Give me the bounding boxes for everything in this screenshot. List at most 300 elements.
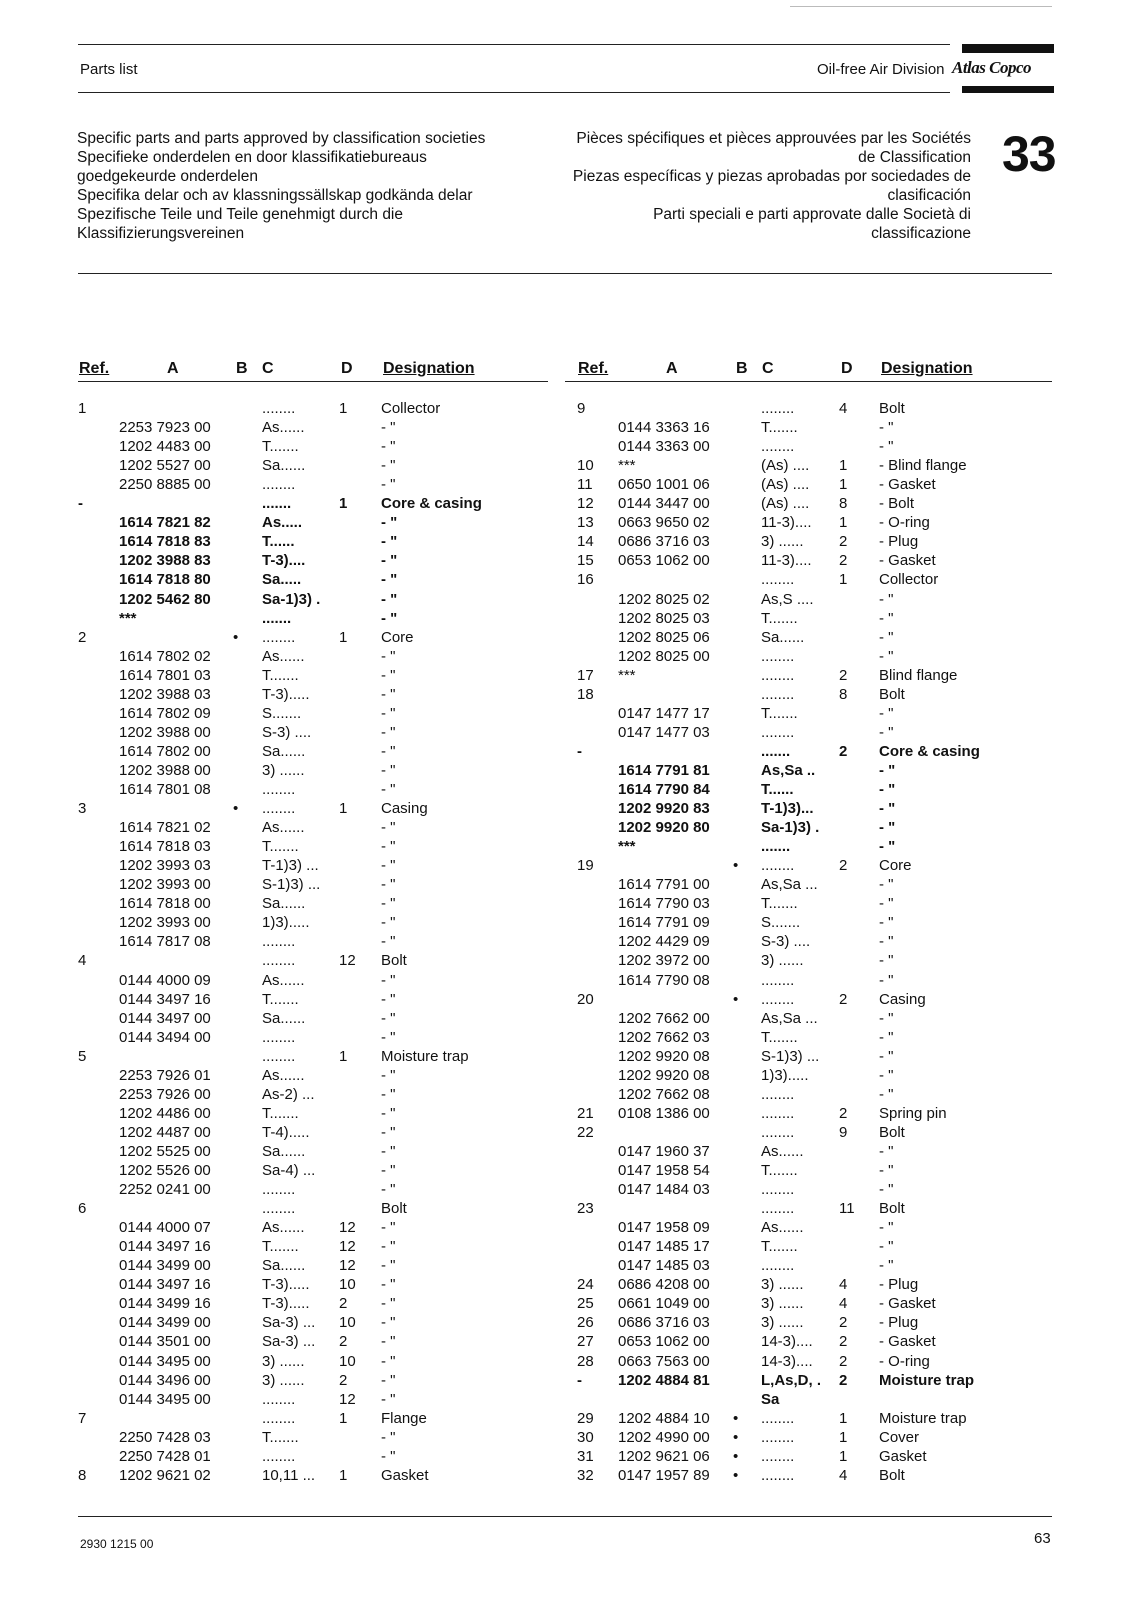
designation-cell: Blind flange — [879, 666, 958, 684]
designation-cell: - " — [381, 1371, 396, 1389]
version-cell: 3) ...... — [761, 533, 804, 551]
part-number-cell: 1202 9621 02 — [119, 1466, 211, 1484]
part-number-cell: 1202 9920 08 — [618, 1066, 710, 1084]
quantity-cell: 2 — [839, 666, 848, 684]
quantity-cell: 4 — [839, 1295, 848, 1313]
version-cell: Sa-4) ... — [262, 1162, 316, 1179]
quantity-cell: 2 — [839, 1333, 848, 1351]
version-cell: T....... — [262, 1104, 299, 1122]
part-number-cell: 0686 3716 03 — [618, 1314, 710, 1332]
part-number-cell: 0663 7563 00 — [618, 1352, 710, 1370]
document-number: 2930 1215 00 — [80, 1537, 154, 1551]
part-number-cell: 0144 4000 07 — [119, 1219, 211, 1237]
part-number-cell: 0144 3497 16 — [119, 1238, 211, 1256]
version-cell: ........ — [761, 400, 795, 417]
part-number-cell: 0144 3499 16 — [119, 1295, 211, 1313]
designation-cell: - " — [381, 1257, 396, 1275]
designation-cell: - " — [381, 533, 398, 551]
version-cell: 3) ...... — [262, 1352, 305, 1370]
part-number-cell: 1202 5462 80 — [119, 590, 211, 608]
version-cell: As..... — [262, 514, 303, 532]
designation-cell: - " — [381, 419, 396, 437]
designation-cell: - " — [381, 457, 396, 475]
designation-cell: - " — [879, 1047, 894, 1065]
part-number-cell: 0108 1386 00 — [618, 1104, 710, 1122]
version-cell: T....... — [262, 438, 299, 456]
designation-cell: - " — [381, 1447, 396, 1465]
version-cell: ........ — [761, 1181, 795, 1199]
ref-cell: 15 — [577, 552, 594, 570]
ref-cell: 14 — [577, 533, 594, 551]
version-cell: ........ — [262, 476, 296, 494]
version-cell: As...... — [761, 1219, 804, 1237]
version-cell: ........ — [262, 952, 296, 970]
designation-cell: - " — [381, 895, 396, 913]
quantity-cell: 10 — [339, 1314, 356, 1332]
designation-cell: - " — [879, 704, 894, 722]
ref-cell: 7 — [78, 1409, 87, 1427]
version-cell: ........ — [761, 1409, 795, 1427]
version-cell: Sa...... — [262, 457, 306, 475]
part-number-cell: 0650 1001 06 — [618, 476, 710, 494]
version-cell: T....... — [761, 419, 798, 437]
version-cell: Sa..... — [262, 571, 302, 589]
part-number-cell: 1202 3972 00 — [618, 952, 710, 970]
version-cell: T-3)..... — [262, 1276, 310, 1294]
version-cell: ....... — [761, 742, 791, 760]
designation-cell: Cover — [879, 1428, 920, 1446]
designation-cell: Gasket — [381, 1466, 429, 1484]
marker-cell: • — [733, 1409, 739, 1427]
designation-cell: - " — [879, 800, 896, 818]
part-number-cell: 0144 3496 00 — [119, 1371, 211, 1389]
version-cell: ........ — [761, 1257, 795, 1275]
designation-cell: - " — [381, 1352, 396, 1370]
header-document-type: Parts list — [80, 61, 138, 78]
ref-cell: 17 — [577, 666, 594, 684]
version-cell: ........ — [761, 1428, 795, 1446]
marker-cell: • — [733, 857, 739, 875]
part-number-cell: 1614 7821 02 — [119, 819, 211, 837]
title-line: classificazione — [871, 225, 971, 242]
quantity-cell: 1 — [339, 800, 348, 818]
part-number-cell: 0144 3497 16 — [119, 990, 211, 1008]
designation-cell: - " — [879, 933, 894, 951]
designation-cell: - Blind flange — [879, 457, 967, 475]
version-cell: Sa-1)3) . — [262, 590, 321, 608]
part-number-cell: 1614 7818 00 — [119, 895, 211, 913]
version-cell: ........ — [761, 1104, 795, 1122]
title-line: goedgekeurde onderdelen — [77, 168, 258, 185]
version-cell: ........ — [262, 628, 296, 646]
page-number: 63 — [1034, 1530, 1051, 1547]
part-number-cell: 1202 3988 00 — [119, 723, 211, 741]
quantity-cell: 4 — [839, 1276, 848, 1294]
version-cell: 3) ...... — [761, 1276, 804, 1294]
part-number-cell: 0663 9650 02 — [618, 514, 710, 532]
title-line: Specifika delar och av klassningssällskap godkända delar — [77, 187, 473, 204]
part-number-cell: 0147 1960 37 — [618, 1142, 710, 1160]
part-number-cell: 0147 1477 03 — [618, 723, 710, 741]
part-number-cell: 1614 7790 03 — [618, 895, 710, 913]
designation-cell: - Gasket — [879, 1333, 936, 1351]
version-cell: T...... — [761, 781, 794, 798]
designation-cell: - O-ring — [879, 1352, 930, 1370]
designation-cell: Bolt — [879, 1466, 905, 1484]
designation-cell: - " — [381, 685, 396, 703]
part-number-cell: 1614 7818 83 — [119, 533, 211, 551]
designation-cell: - " — [381, 1428, 396, 1446]
part-number-cell: 2250 7428 01 — [119, 1447, 211, 1465]
ref-cell: - — [78, 495, 83, 513]
col-header-designation: Designation — [383, 360, 475, 377]
ref-cell: 24 — [577, 1276, 594, 1294]
version-cell: ........ — [761, 1123, 795, 1141]
marker-cell: • — [733, 990, 739, 1008]
part-number-cell: 1202 5527 00 — [119, 457, 211, 475]
designation-cell: - Gasket — [879, 1295, 936, 1313]
designation-cell: Bolt — [381, 1200, 407, 1218]
part-number-cell: 0144 3494 00 — [119, 1028, 211, 1046]
version-cell: ........ — [262, 1447, 296, 1465]
designation-cell: - Bolt — [879, 495, 915, 513]
designation-cell: Bolt — [381, 952, 407, 970]
ref-cell: 4 — [78, 952, 87, 970]
quantity-cell: 2 — [839, 1314, 848, 1332]
part-number-cell: 0653 1062 00 — [618, 552, 710, 570]
designation-cell: Core — [381, 628, 414, 646]
version-cell: ........ — [761, 1085, 795, 1103]
ref-cell: 12 — [577, 495, 594, 513]
designation-cell: - " — [381, 1009, 396, 1027]
title-line: Piezas específicas y piezas aprobadas por sociedades de — [572, 168, 971, 185]
part-number-cell: 0147 1958 54 — [618, 1162, 710, 1179]
version-cell: Sa...... — [262, 1009, 306, 1027]
quantity-cell: 2 — [839, 552, 848, 570]
ref-cell: 30 — [577, 1428, 594, 1446]
designation-cell: - " — [381, 1295, 396, 1313]
version-cell: As...... — [262, 419, 305, 437]
version-cell: Sa-3) ... — [262, 1314, 316, 1332]
part-number-cell: *** — [618, 666, 636, 684]
designation-cell: Collector — [381, 400, 441, 417]
version-cell: ........ — [761, 666, 795, 684]
quantity-cell: 8 — [839, 685, 848, 703]
designation-cell: - Gasket — [879, 476, 936, 494]
col-header-c: C — [262, 360, 274, 377]
designation-cell: - " — [381, 1314, 396, 1332]
designation-cell: - " — [381, 476, 396, 494]
version-cell: T....... — [761, 609, 798, 627]
part-number-cell: 0144 3363 00 — [618, 438, 710, 456]
part-number-cell: 2253 7926 00 — [119, 1085, 211, 1103]
quantity-cell: 1 — [839, 571, 848, 589]
designation-cell: - " — [381, 723, 396, 741]
version-cell: ........ — [761, 1447, 795, 1465]
part-number-cell: 0144 3501 00 — [119, 1333, 211, 1351]
part-number-cell: 1614 7821 82 — [119, 514, 211, 532]
version-cell: ........ — [761, 990, 795, 1008]
part-number-cell: 0144 3499 00 — [119, 1257, 211, 1275]
version-cell: T....... — [262, 838, 299, 856]
version-cell: As...... — [761, 1142, 804, 1160]
part-number-cell: 0147 1957 89 — [618, 1466, 710, 1484]
designation-cell: Moisture trap — [879, 1409, 967, 1427]
designation-cell: Collector — [879, 571, 939, 589]
part-number-cell: 1202 4486 00 — [119, 1104, 211, 1122]
part-number-cell: 1614 7802 02 — [119, 647, 211, 665]
quantity-cell: 1 — [839, 1428, 848, 1446]
version-cell: T...... — [262, 533, 295, 551]
designation-cell: - " — [381, 590, 398, 608]
version-cell: ........ — [262, 1390, 296, 1408]
marker-cell: • — [733, 1428, 739, 1446]
ref-cell: - — [577, 742, 582, 760]
logo-bar-bottom — [962, 86, 1054, 93]
designation-cell: - " — [381, 1028, 396, 1046]
designation-cell: - " — [879, 1028, 894, 1046]
part-number-cell: 0144 3497 00 — [119, 1009, 211, 1027]
version-cell: T-1)3)... — [761, 800, 814, 818]
part-number-cell: 2252 0241 00 — [119, 1181, 211, 1199]
part-number-cell: 0147 1485 17 — [618, 1238, 710, 1256]
version-cell: 1)3)..... — [262, 914, 310, 932]
part-number-cell: *** — [618, 838, 636, 856]
section-title-left — [77, 129, 547, 243]
ref-cell: 11 — [577, 476, 593, 494]
quantity-cell: 2 — [839, 533, 848, 551]
header-top-rule — [78, 44, 950, 45]
part-number-cell: 1614 7818 80 — [119, 571, 211, 589]
version-cell: Sa...... — [262, 895, 306, 913]
quantity-cell: 10 — [339, 1352, 356, 1370]
quantity-cell: 1 — [339, 1409, 348, 1427]
designation-cell: - " — [381, 914, 396, 932]
designation-cell: Spring pin — [879, 1104, 947, 1122]
designation-cell: - " — [381, 704, 396, 722]
version-cell: ........ — [761, 571, 795, 589]
part-number-cell: 0147 1484 03 — [618, 1181, 710, 1199]
title-line: Klassifizierungsvereinen — [77, 225, 245, 242]
part-number-cell: 1202 8025 03 — [618, 609, 710, 627]
ref-cell: 25 — [577, 1295, 594, 1313]
ref-cell: 29 — [577, 1409, 594, 1427]
designation-cell: - " — [879, 1009, 894, 1027]
designation-cell: - " — [381, 1390, 396, 1408]
designation-cell: - " — [381, 571, 398, 589]
designation-cell: - " — [879, 781, 896, 798]
ref-cell: 8 — [78, 1466, 87, 1484]
designation-cell: - " — [879, 723, 894, 741]
designation-cell: - Plug — [879, 1276, 919, 1294]
quantity-cell: 1 — [839, 457, 848, 475]
col-header-designation: Designation — [881, 360, 973, 377]
top-faint-rule — [790, 6, 1052, 7]
designation-cell: - " — [879, 819, 896, 837]
ref-cell: 5 — [78, 1047, 87, 1065]
header-division: Oil-free Air Division — [817, 61, 945, 78]
quantity-cell: 1 — [839, 1409, 848, 1427]
part-number-cell: 1614 7790 84 — [618, 781, 710, 798]
version-cell: ........ — [262, 1028, 296, 1046]
ref-cell: 16 — [577, 571, 594, 589]
designation-cell: - " — [381, 666, 396, 684]
version-cell: (As) .... — [761, 457, 810, 475]
designation-cell: - " — [381, 1066, 396, 1084]
designation-cell: Moisture trap — [879, 1371, 975, 1389]
version-cell: S....... — [761, 914, 801, 932]
designation-cell: - " — [879, 1238, 894, 1256]
quantity-cell: 1 — [339, 628, 348, 646]
quantity-cell: 4 — [839, 400, 848, 417]
part-number-cell: 1202 4483 00 — [119, 438, 211, 456]
designation-cell: - " — [381, 1276, 396, 1294]
designation-cell: Flange — [381, 1409, 427, 1427]
version-cell: As,Sa ... — [761, 876, 818, 894]
col-header-c: C — [762, 360, 774, 377]
designation-cell: - " — [879, 590, 894, 608]
part-number-cell: 1614 7791 81 — [618, 761, 710, 779]
version-cell: 3) ...... — [262, 761, 305, 779]
part-number-cell: 0144 3447 00 — [618, 495, 710, 513]
part-number-cell: 1614 7801 08 — [119, 781, 211, 798]
version-cell: 11-3).... — [761, 514, 812, 532]
ref-cell: 6 — [78, 1200, 87, 1218]
part-number-cell: 1614 7802 09 — [119, 704, 211, 722]
part-number-cell: 1202 3993 00 — [119, 914, 211, 932]
version-cell: Sa...... — [262, 1257, 306, 1275]
part-number-cell: 1202 5526 00 — [119, 1162, 211, 1179]
part-number-cell: 1202 7662 00 — [618, 1009, 710, 1027]
quantity-cell: 2 — [839, 1371, 848, 1389]
part-number-cell: 2253 7923 00 — [119, 419, 211, 437]
title-line: clasificación — [887, 187, 971, 204]
version-cell: S-3) .... — [761, 933, 811, 951]
version-cell: 14-3).... — [761, 1352, 813, 1370]
header-bottom-rule — [78, 92, 950, 93]
designation-cell: Bolt — [879, 400, 905, 417]
part-number-cell: 1614 7791 09 — [618, 914, 710, 932]
designation-cell: Bolt — [879, 1123, 905, 1141]
part-number-cell: 1202 4990 00 — [618, 1428, 710, 1446]
quantity-cell: 2 — [339, 1333, 348, 1351]
designation-cell: - " — [879, 438, 894, 456]
designation-cell: - " — [381, 933, 396, 951]
title-line: Specifieke onderdelen en door klassifikatiebureaus — [77, 149, 427, 166]
version-cell: T....... — [262, 666, 299, 684]
footer-rule — [78, 1516, 1052, 1517]
part-number-cell: 1202 3988 00 — [119, 761, 211, 779]
version-cell: ....... — [262, 495, 292, 513]
ref-cell: 18 — [577, 685, 594, 703]
designation-cell: Core & casing — [879, 742, 980, 760]
version-cell: As...... — [262, 971, 305, 989]
section-title-right — [555, 129, 971, 243]
designation-cell: - Gasket — [879, 552, 936, 570]
version-cell: S-1)3) ... — [262, 876, 321, 894]
logo-bar-top — [962, 44, 1054, 53]
part-number-cell: 1614 7790 08 — [618, 971, 710, 989]
part-number-cell: 0144 3363 16 — [618, 419, 710, 437]
version-cell: Sa...... — [761, 628, 805, 646]
designation-cell: - " — [879, 419, 894, 437]
part-number-cell: 0147 1485 03 — [618, 1257, 710, 1275]
version-cell: ........ — [262, 400, 296, 417]
title-bottom-rule — [78, 273, 1052, 274]
quantity-cell: 1 — [339, 400, 348, 417]
version-cell: As...... — [262, 1066, 305, 1084]
version-cell: As,S .... — [761, 590, 814, 608]
ref-cell: 20 — [577, 990, 594, 1008]
designation-cell: - " — [879, 1181, 894, 1199]
part-number-cell: 0144 3495 00 — [119, 1390, 211, 1408]
quantity-cell: 2 — [839, 990, 848, 1008]
version-cell: S-1)3) ... — [761, 1047, 820, 1065]
version-cell: T-4)..... — [262, 1123, 310, 1141]
version-cell: ........ — [761, 647, 795, 665]
part-number-cell: 2250 7428 03 — [119, 1428, 211, 1446]
part-number-cell: 0686 4208 00 — [618, 1276, 710, 1294]
version-cell: 10,11 ... — [262, 1466, 316, 1484]
designation-cell: - " — [879, 609, 894, 627]
version-cell: T....... — [262, 1428, 299, 1446]
version-cell: ........ — [761, 1200, 795, 1218]
version-cell: ........ — [262, 800, 296, 818]
version-cell: 3) ...... — [262, 1371, 305, 1389]
col-header-d: D — [341, 360, 353, 377]
version-cell: T....... — [761, 704, 798, 722]
designation-cell: - " — [381, 1085, 396, 1103]
designation-cell: - " — [381, 761, 396, 779]
designation-cell: - " — [381, 971, 396, 989]
quantity-cell: 2 — [839, 857, 848, 875]
designation-cell: - " — [381, 1104, 396, 1122]
designation-cell: - " — [381, 742, 396, 760]
part-number-cell: 2253 7926 01 — [119, 1066, 211, 1084]
version-cell: Sa — [761, 1390, 780, 1408]
designation-cell: - " — [879, 647, 894, 665]
designation-cell: Core — [879, 857, 912, 875]
designation-cell: - Plug — [879, 533, 919, 551]
part-number-cell: 1614 7817 08 — [119, 933, 211, 951]
version-cell: T....... — [262, 1238, 299, 1256]
part-number-cell: 1202 7662 03 — [618, 1028, 710, 1046]
part-number-cell: 2250 8885 00 — [119, 476, 211, 494]
col-header-b: B — [736, 360, 748, 377]
part-number-cell: 1202 4487 00 — [119, 1123, 211, 1141]
version-cell: (As) .... — [761, 495, 810, 513]
ref-cell: 2 — [78, 628, 87, 646]
quantity-cell: 11 — [839, 1200, 855, 1218]
designation-cell: - " — [879, 761, 896, 779]
designation-cell: - " — [381, 552, 398, 570]
quantity-cell: 2 — [839, 742, 848, 760]
ref-cell: 31 — [577, 1447, 594, 1465]
designation-cell: - " — [879, 914, 894, 932]
designation-cell: - " — [381, 876, 396, 894]
part-number-cell: 0147 1477 17 — [618, 704, 710, 722]
version-cell: As...... — [262, 1219, 305, 1237]
quantity-cell: 1 — [839, 476, 848, 494]
version-cell: 3) ...... — [761, 952, 804, 970]
part-number-cell: 1202 5525 00 — [119, 1142, 211, 1160]
designation-cell: - " — [879, 1142, 894, 1160]
part-number-cell: 1202 4884 10 — [618, 1409, 710, 1427]
ref-cell: - — [577, 1371, 582, 1389]
designation-cell: - " — [879, 876, 894, 894]
version-cell: T....... — [761, 1028, 798, 1046]
version-cell: T....... — [761, 895, 798, 913]
